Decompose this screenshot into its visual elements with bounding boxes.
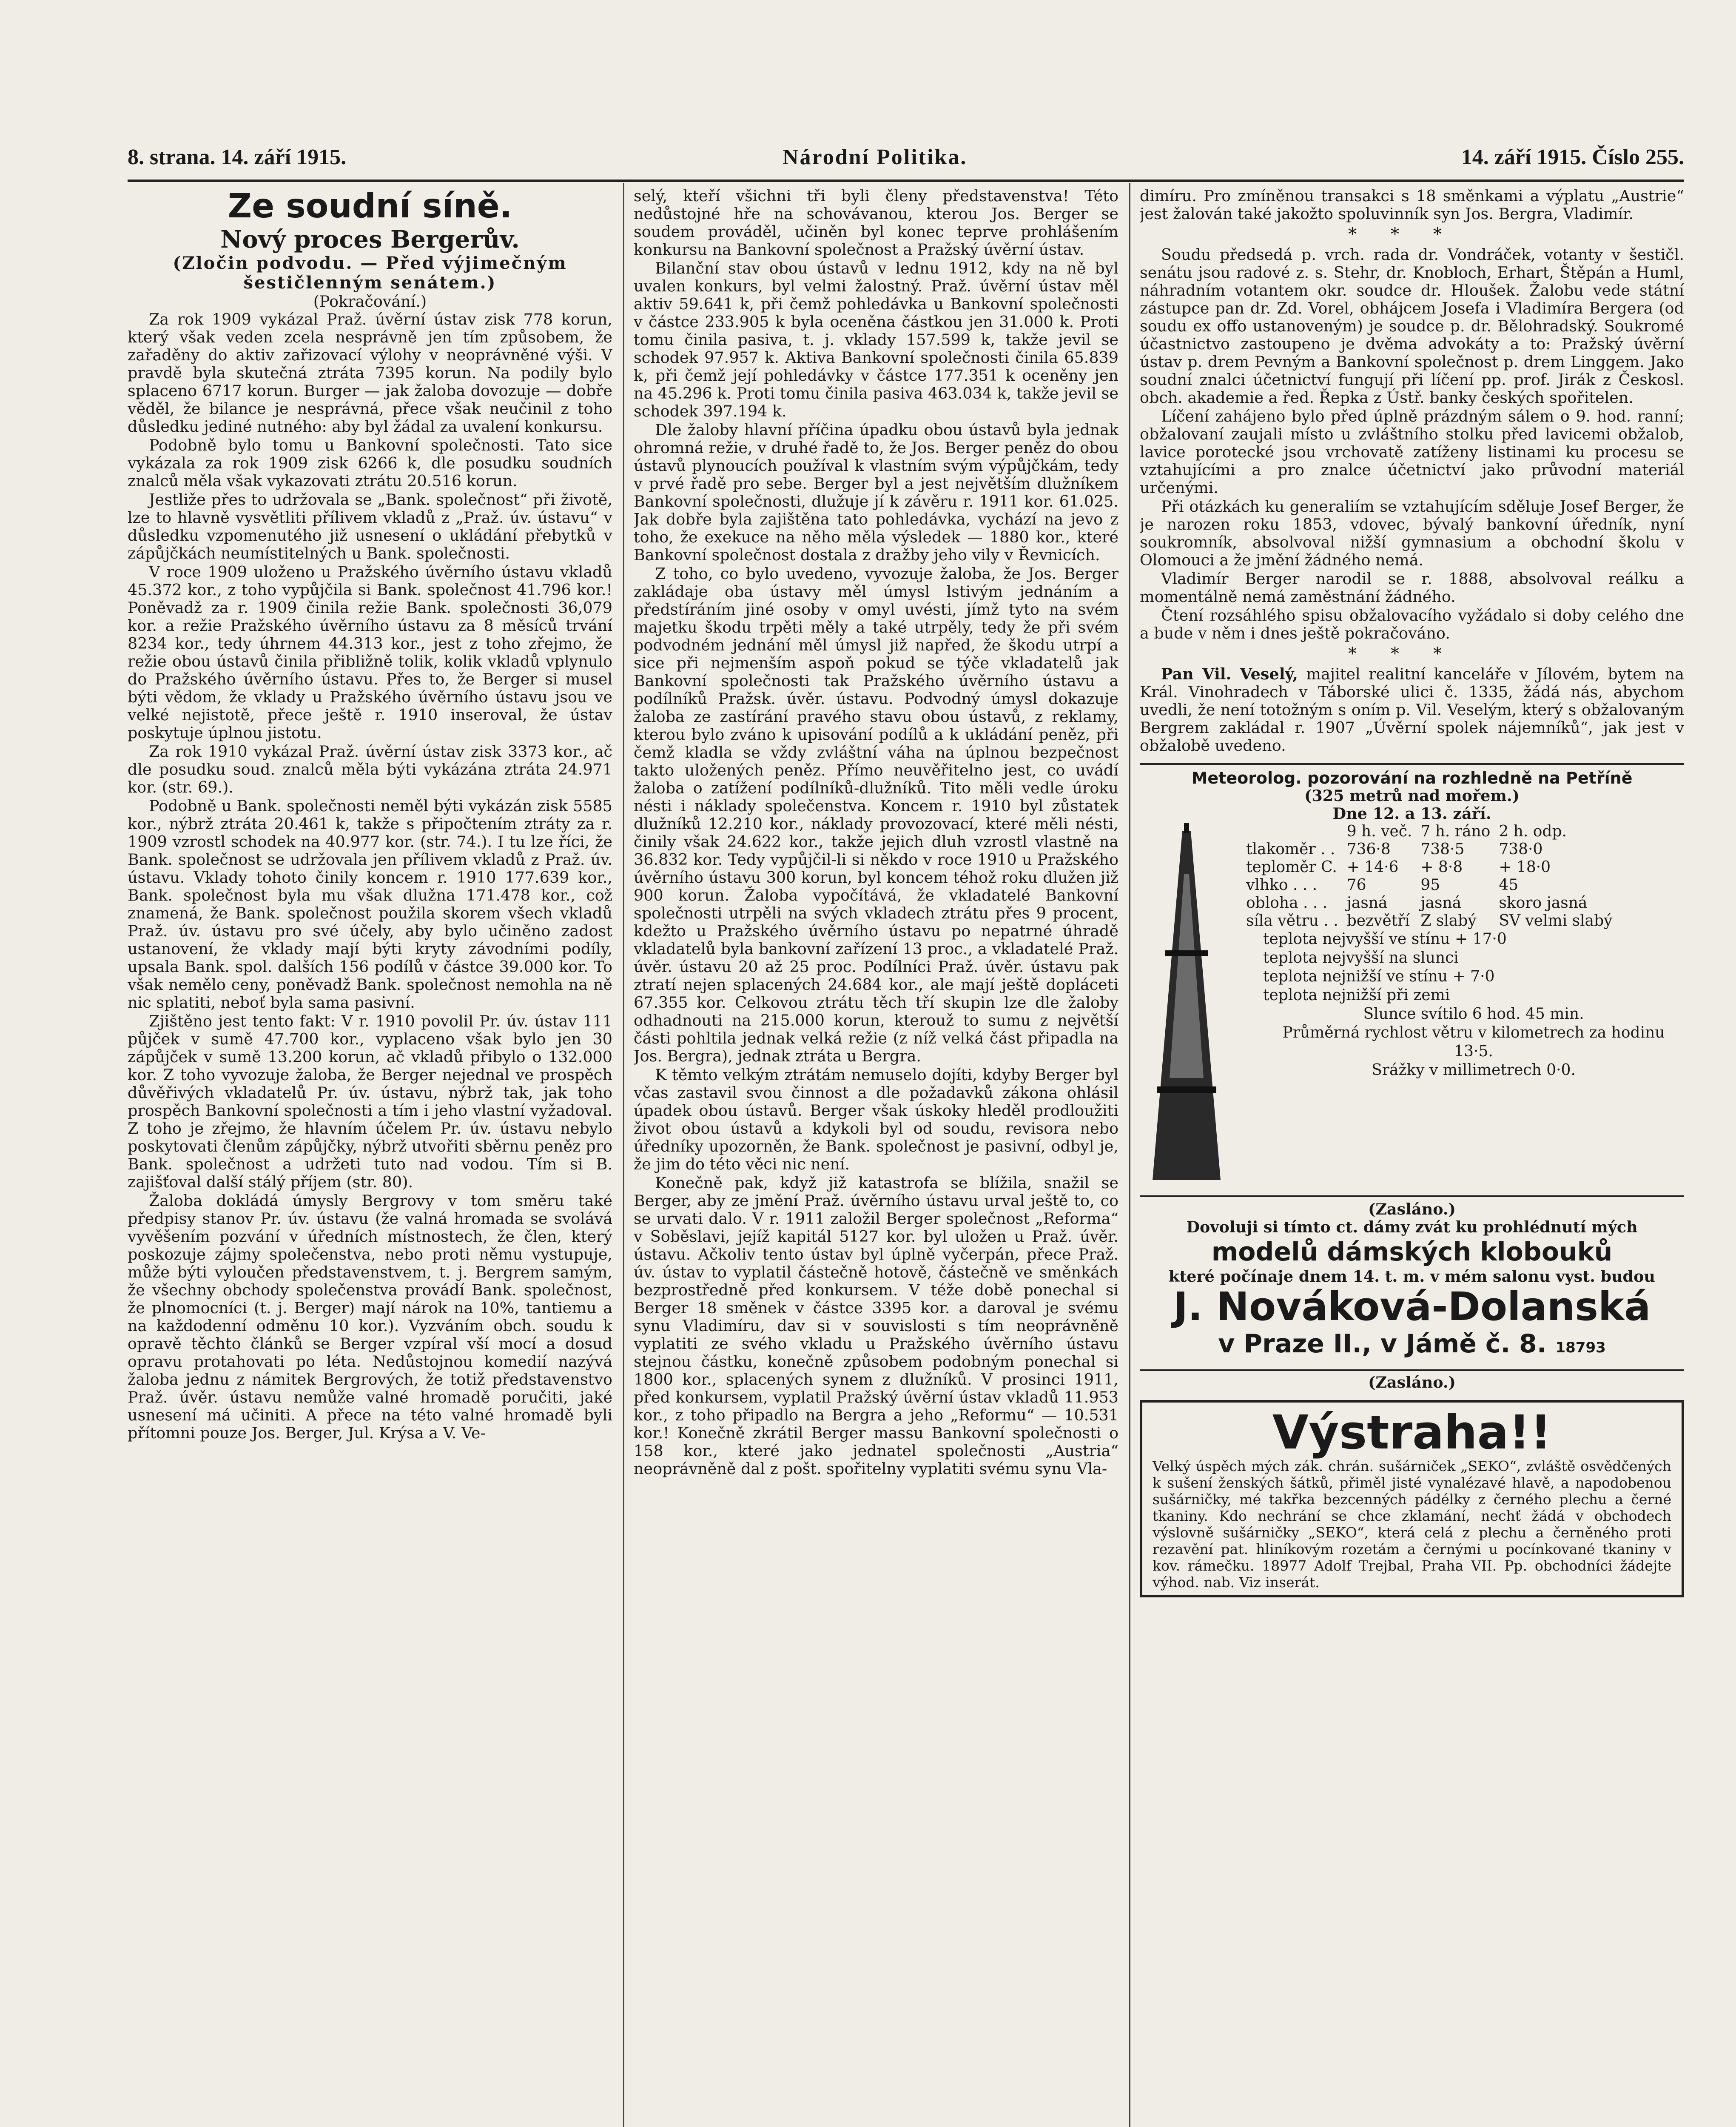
weather-value: Z slabý	[1420, 912, 1477, 929]
paragraph: Z toho, co bylo uvedeno, vyvozuje žaloba, že Jos. Berger zakládaje oba ústavy měl úmysl lstivým jednáním a předstíráním jiné osoby v omyl uvésti, jímž tyto na svém majetku škodu trpěti měly a také utrpěly, tedy že při svém podvodném jednání měl úmysl již napřed, že škodu utrpí a sice při nejmenším aspoň pokud se týče vkladatelů jak Bankovní společnosti tak Pražského úvěrního ústavu a podílníků Pražsk. úvěr. ústavu. Podvodný úmysl dokazuje žaloba ze zastírání pravého stavu obou ústavů, z reklamy, kterou bylo zváno k upisování podílů a k ukládání peněz, při čemž kladla se vždy zvláštní váha na úplnou bezpečnost takto uložených peněz. Přímo neuvěřitelno jest, co uvádí žaloba o zatížení podílníků-dlužníků. Tito měli vedle úroku nésti i náklady společenstva. Koncem r. 1910 byl zůstatek dlužníků 12.210 kor., náklady provozovací, které měli nésti, činily však 24.622 kor., takže jejich dluh vzrostl vlastně na 36.832 kor. Tedy vypůjčil-li si někdo v roce 1910 u Pražského úvěrního ústavu 300 korun, byl koncem téhož roku dlužen již 900 korun. Žaloba vypočítává, že vkladatelé Bankovní společnosti utrpěli na svých vkladech ztrátu přes 9 procent, kdežto u Pražského úvěrního ústavu po nepatrné úhradě vkladatelů byla bankovní zařízení 13 proc., a vkladatelé Praž. úvěr. ústavu 20 až 25 proc. Podílníci Praž. úvěr. ústavu pak ztratí nejen splacených 24.684 kor., ale mají ještě dopláceti 67.355 kor. Celkovou ztrátu těch tří skupin lze dle žaloby odhadnouti na 215.000 korun, kterouž to sumu z největší části pohltila jednak velká režie (z níž velká část připadla na Jos. Bergra), jednak ztráta u Bergra.	[634, 565, 1118, 1065]
paragraph: Jestliže přes to udržovala se „Bank. společnost“ při životě, lze to hlavně vysvětliti přílivem vkladů z „Praž. úv. ústavu“ v důsledku vzpomenutého již usnesení o ukládání přebytků v zápůjčkách neumístitelných u Bank. společnosti.	[128, 490, 612, 562]
advert-warning-title: Výstraha!!	[1272, 1405, 1552, 1460]
weather-extra: teplota nejvyšší na slunci	[1263, 949, 1459, 967]
weather-label: tlakoměr . .	[1246, 841, 1335, 858]
weather-value: skoro jasná	[1499, 894, 1588, 912]
weather-value: 738·5	[1420, 841, 1465, 858]
page-header	[128, 140, 1684, 179]
weather-extra: Slunce svítilo 6 hod. 45 min.	[1363, 1005, 1584, 1023]
weather-label: teploměr C.	[1246, 858, 1337, 876]
weather-value: SV velmi slabý	[1499, 912, 1613, 929]
weather-row	[1242, 894, 1617, 912]
weather-value: 736·8	[1346, 841, 1391, 858]
weather-extra: teplota nejnižší při zemi	[1263, 987, 1450, 1004]
header-issue-number: 14. září 1915. Číslo 255.	[1461, 145, 1684, 169]
weather-row	[1242, 841, 1617, 858]
advert-code: 18793	[1555, 1339, 1606, 1356]
advert-warning	[1140, 1400, 1684, 1597]
advert-line: Dovoluji si tímto ct. dámy zvát ku prohlédnutí mých	[1186, 1218, 1638, 1236]
article-lead: (Zločin podvodu. — Před výjimečným šestičlenným senátem.)	[173, 253, 567, 293]
column-3	[1140, 187, 1684, 2127]
advert-label: (Zasláno.)	[1368, 1200, 1456, 1218]
weather-value: 95	[1420, 876, 1440, 894]
column-1	[128, 187, 612, 2127]
separator-stars: ***	[1348, 225, 1476, 244]
paragraph: Dle žaloby hlavní příčina úpadku obou ústavů byla jednak ohromná režie, v druhé řadě to, že Jos. Berger peněz do obou ústavů plynoucích používal k vlastním svým výpůjčkám, tedy v prvé řadě pro sebe. Berger byl a jest největším dlužníkem Bankovní společnosti, dlužuje jí k závěru r. 1911 kor. 61.025. Jak dobře byla zajištěna tato pohledávka, vychází na jevo z toho, že exekuce na něho měla výsledek — 1880 kor., které Bankovní společnost dostala z dražby jeho vily v Řevnicích.	[634, 421, 1118, 564]
advert-headline: modelů dámských klobouků	[1211, 1237, 1613, 1267]
paragraph: Čtení rozsáhlého spisu obžalovacího vyžádalo si doby celého dne a bude v něm i dnes ještě pokračováno.	[1140, 606, 1684, 642]
article-headline: Nový proces Bergerův.	[220, 225, 520, 254]
header-page-date: 8. strana. 14. září 1915.	[128, 145, 347, 169]
advert-label: (Zasláno.)	[1140, 1369, 1684, 1391]
paragraph: K těmto velkým ztrátám nemuselo dojíti, kdyby Berger byl včas zastavil svou činnost a dle požadavků zákona ohlásil úpadek obou ústavů. Berger však úskoky hleděl prodloužiti život obou ústavů a kdykoli byl od soudu, revisora nebo úředníky upozorněn, že Bank. společnost je pasivní, odbyl je, že jim do této věci nic není.	[634, 1066, 1118, 1173]
weather-table	[1242, 823, 1617, 930]
paragraph: Za rok 1910 vykázal Praž. úvěrní ústav zisk 3373 kor., ač dle posudku soud. znalců měla býti vykázána ztráta 24.971 kor. (str. 69.).	[128, 742, 612, 796]
notice-vesely-lead: Pan Vil. Veselý,	[1161, 665, 1298, 683]
masthead-title: Národní Politika.	[783, 145, 968, 169]
paragraph: Podobně bylo tomu u Bankovní společnosti. Tato sice vykázala za rok 1909 zisk 6266 k, dle posudku soudních znalců měla však vykazovati ztrátu 20.516 korun.	[128, 436, 612, 490]
paragraph: Bilanční stav obou ústavů v lednu 1912, kdy na ně byl uvalen konkurs, byl velmi žalostný. Praž. úvěrní ústav měl aktiv 59.641 k, při čemž pohledávka u Bankovní společnosti v částce 233.905 k byla oceněna částkou jen 31.000 k. Proti tomu činila pasiva, t. j. vklady 157.599 k, takže jevil se schodek 97.957 k. Aktiva Bankovní společnosti činila 65.839 k, při čemž její pohledávky v částce 177.351 k oceněny jen na 45.296 k. Proti tomu činila pasiva 463.034 k, takže jevil se schodek 397.194 k.	[634, 259, 1118, 420]
advert-line: které počínaje dnem 14. t. m. v mém salonu vyst. budou	[1169, 1267, 1655, 1286]
weather-label: obloha . . .	[1246, 894, 1328, 912]
paragraph: Podobně u Bank. společnosti neměl býti vykázán zisk 5585 kor., nýbrž ztráta 20.461 k, takže s připočtením ztráty za r. 1909 vzrostl schodek na 40.977 kor. (str. 74.). I tu lze říci, že Bank. společnost se udržovala jen přílivem vkladů z Praž. úv. ústavu. Vklady tohoto činily koncem r. 1910 177.639 kor., Bank. společnost byla mu však dlužna 171.478 kor., což znamená, že Bank. společnost použila skorem všech vkladů Praž. úv. ústavu pro své účely, aby bylo učiněno zadost ustanovení, že vklady mají býti kryty závodními podíly, upsala Bank. spol. dalších 156 podílů v částce 39.000 kor. To však nemělo ceny, poněvadž Bank. společnost nemohla na ně nic splatiti, neboť byla sama pasivní.	[128, 797, 612, 1012]
paragraph: selý, kteří všichni tři byli členy představenstva! Této nedůstojné hře na schovávanou, kterou Jos. Berger se soudem prováděl, učiněn byl konec teprve prohlášením konkursu na Bankovní společnost a Pražský úvěrní ústav.	[634, 187, 1118, 259]
weather-dates: Dne 12. a 13. září.	[1332, 804, 1491, 823]
weather-title: Meteorolog. pozorování na rozhledně na Petříně	[1191, 769, 1633, 787]
weather-col-header: 2 h. odp.	[1499, 823, 1567, 840]
paragraph: Líčení zahájeno bylo před úplně prázdným sálem o 9. hod. ranní; obžalovaní zaujali místo u zvláštního stolku před lavicemi obžalob, lavice porotecké jsou vrchovatě zatíženy listinami ku procesu se vztahujícími a pro znalce účetnictví jako průvodní materiál určenými.	[1140, 407, 1684, 497]
petrin-tower-illustration	[1140, 823, 1233, 1189]
advert-warning-text: Velký úspěch mých zák. chrán. sušárniček „SEKO“, zvláště osvědčených k sušení ženských šátků, přiměl jisté vynalézavé hlavě, a napodobenou sušárničky, mé takřka bezcenných pádélky z černého plechu a černé tkaniny. Kdo nechrání se chce zklamání, nechť žádá v obchodech výslovně sušárničky „SEKO“, která celá z plechu a černěného proti rezavění pat. hliníkovým rozetám a černými u pocínkované tkaniny v kov. rámečku. 18977 Adolf Trejbal, Praha VII. Pp. obchodníci žádejte výhod. nab. Viz inserát.	[1153, 1458, 1671, 1591]
paragraph: Žaloba dokládá úmysly Bergrovy v tom směru také předpisy stanov Pr. úv. ústavu (že valná hromada se svolává vyvěšením pozvání v úředních místnostech, že člen, který poskozuje zájmy společenstva, nebo proti němu vystupuje, může býti vyloučen představenstvem, t. j. Bergrem samým, že všechny obchody společenstva provádí Bank. společnost, že plnomocníci (t. j. Berger) mají nárok na 10%, tantiemu a na každodenní odměnu 10 kor.). Vyzváním obch. soudu k opravě těchto článků se Berger vzpíral vší mocí a dosud opravu protahovati po léta. Nedůstojnou komedií nazývá žaloba jednu z námitek Bergrových, že totiž představenstvo Praž. úvěr. ústavu nemůže valné hromadě poručiti, jaké usnesení má učiniti. A přece na této valné hromadě byli přítomni pouze Jos. Berger, Jul. Krýsa a V. Ve-	[128, 1192, 612, 1442]
weather-value: + 18·0	[1499, 858, 1551, 876]
paragraph: Konečně pak, když již katastrofa se blížila, snažil se Berger, aby ze jmění Praž. úvěrního ústavu urval ještě to, co se urvati dalo. V r. 1911 založil Berger společnost „Reforma“ v Soběslavi, jejíž kapitál 5127 kor. byl uložen u Praž. úvěr. ústavu. Ačkoliv tento ústav byl úplně vyčerpán, přece Praž. úv. ústav to vyplatil částečně hotově, částečně ve směnkách bezprostředně před konkursem. V téže době ponechal si Berger 18 směnek v částce 3395 kor. a daroval je svému synu Vladimíru, dav si v souvislosti s tím neoprávněně vyplatiti ze svého vkladu u Pražského úvěrního ústavu stejnou částku, konečně způsobem podobným ponechal si 1800 kor., splacených synem z dlužníků. V prosinci 1911, před konkursem, vyplatil Pražský úvěrní ústav vkladů 11.953 kor., z toho připadlo na Bergra a jeho „Reformu“ — 10.531 kor.! Konečně zkrátil Berger massu Bankovní společnosti o 158 kor., které jako jednatel společnosti „Austria“ neoprávněně dal z pošt. spořitelny vyplatiti svému synu Vla-	[634, 1174, 1118, 1478]
weather-value: 738·0	[1499, 841, 1543, 858]
weather-value: 76	[1346, 876, 1366, 894]
paragraph: Soudu předsedá p. vrch. rada dr. Vondráček, votanty v šestičl. senátu jsou radové z. s. Stehr, dr. Knobloch, Erhart, Štěpán a Huml, náhradním votantem okr. soudce dr. Hloušek. Žalobu vede státní zástupce pan dr. Zd. Vorel, obhájcem Josefa i Vladimíra Bergera (od soudu ex offo ustanoveným) je soudce p. dr. Bělohradský. Soukromé účastnictvo zastoupeno je dvěma advokáty a to: Pražský úvěrní ústav p. drem Pevným a Bankovní společnost p. drem Linggem. Jako soudní znalci účetnictví fungují při líčení pp. prof. Jirák z Českosl. obch. akademie a řed. Řepka z Ústř. banky českých spořitelen.	[1140, 245, 1684, 407]
newspaper-page	[128, 140, 1684, 2127]
weather-value: 45	[1499, 876, 1519, 894]
weather-row	[1242, 858, 1617, 876]
section-title: Ze soudní síně.	[228, 187, 512, 225]
weather-extras	[1263, 930, 1684, 1080]
weather-value: jasná	[1346, 894, 1388, 912]
notice-vesely-text: majitel realitní kanceláře v Jílovém, bytem na Král. Vinohradech v Táborské ulici č. 1335, žádá nás, abychom uvedli, že není totožným s oním p. Vil. Veselým, který s obžalovaným Bergrem zakládal r. 1907 „Úvěrní spolek nájemníků“, jak jest v obžalobě uvedeno.	[1140, 665, 1684, 755]
notice-vesely	[1140, 665, 1684, 755]
weather-extra: Průměrná rychlost větru v kilometrech za hodinu 13·5.	[1282, 1024, 1665, 1060]
continuation-note: (Pokračování.)	[313, 292, 427, 311]
advert-company-name: J. Nováková-Dolanská	[1173, 1284, 1651, 1329]
weather-report	[1140, 763, 1684, 1189]
paragraph: Zjištěno jest tento fakt: V r. 1910 povolil Pr. úv. ústav 111 půjček v sumě 47.700 kor., vyplaceno však bylo jen 30 zápůjček v sumě 13.200 korun, ač vkladů přibylo o 132.000 kor. Z toho vyvozuje žaloba, že Berger nejednal ve prospěch důvěřivých vkladatelů Pr. úv. ústavu, nýbrž tak, jak toho prospěch Bankovní společnosti a tím i jeho vlastní vyžadoval. Z toho je zřejmo, že hlavním účelem Pr. úv. ústavu nebylo poskytovati členům zápůjčky, nýbrž utvořiti sběrnu peněz pro Bank. společnost a udržeti tuto nad vodou. Tím si B. zajišťoval další stálý příjem (str. 80).	[128, 1012, 612, 1191]
advert-hats	[1140, 1195, 1684, 1363]
paragraph: Vladimír Berger narodil se r. 1888, absolvoval reálku a momentálně nemá zaměstnání žádného.	[1140, 570, 1684, 606]
advert-address-line	[1140, 1328, 1684, 1363]
weather-extra: Srážky v millimetrech 0·0.	[1372, 1061, 1576, 1079]
weather-value: bezvětří	[1346, 912, 1410, 929]
column-divider	[623, 183, 624, 2127]
paragraph: V roce 1909 uloženo u Pražského úvěrního ústavu vkladů 45.372 kor., z toho vypůjčila si Bank. společnost 41.796 kor.! Poněvadž za r. 1909 činila režie Bank. společnosti 36,079 kor. a režie Pražského úvěrního ústavu za 8 měsíců trvání 8234 kor., tedy úhrnem 44.313 kor., jest z toho zřejmo, že režie obou ústavů činila přibližně tolik, kolik vkladů vplynulo do Pražského úvěrního ústavu. Přes to, že Berger si musel býti vědom, že vklady u Pražského úvěrního ústavu jsou ve velké nejistotě, přece ještě r. 1910 inseroval, že ústav poskytuje úplnou jistotu.	[128, 563, 612, 742]
weather-row	[1242, 912, 1617, 930]
advert-address: v Praze II., v Jámě č. 8.	[1218, 1329, 1547, 1359]
column-divider	[1129, 183, 1130, 2127]
weather-row	[1242, 876, 1617, 894]
weather-col-header: 9 h. več.	[1346, 823, 1412, 840]
paragraph: dimíru. Pro zmíněnou transakci s 18 směnkami a výplatu „Austrie“ jest žalován také jakožto spoluvinník syn Jos. Bergra, Vladimír.	[1140, 187, 1684, 223]
weather-col-header: 7 h. ráno	[1420, 823, 1491, 840]
paragraph: Při otázkách ku generaliím se vztahujícím sděluje Josef Berger, že je narozen roku 1853, vdovec, bývalý bankovní úředník, nyní soukromník, absolvoval nižší gymnasium a obchodní školu v Olomouci a že jmění žádného nemá.	[1140, 497, 1684, 569]
weather-label: síla větru . .	[1246, 912, 1338, 929]
weather-elevation: (325 metrů nad mořem.)	[1304, 787, 1520, 805]
paragraph: Za rok 1909 vykázal Praž. úvěrní ústav zisk 778 korun, který však veden zcela nesprávně jen tím způsobem, že zařaděny do aktiv zařizovací výlohy v neoprávněné výši. V pravdě byla skutečná ztráta 7395 korun. Na podily bylo splaceno 6717 korun. Burger — jak žaloba dovozuje — dobře věděl, že bilance je nesprávná, přece však neučinil z toho důsledku jediné nutného: aby byl žádal za uvalení konkursu.	[128, 310, 612, 436]
header-rule	[128, 180, 1684, 182]
weather-value: + 8·8	[1420, 858, 1463, 876]
weather-extra: teplota nejnižší ve stínu + 7·0	[1263, 968, 1495, 985]
column-2	[634, 187, 1118, 2127]
separator-stars: ***	[1348, 644, 1476, 664]
weather-label: vlhko . . .	[1246, 876, 1318, 894]
weather-extra: teplota nejvyšší ve stínu + 17·0	[1263, 930, 1507, 948]
weather-value: jasná	[1420, 894, 1462, 912]
weather-value: + 14·6	[1346, 858, 1399, 876]
